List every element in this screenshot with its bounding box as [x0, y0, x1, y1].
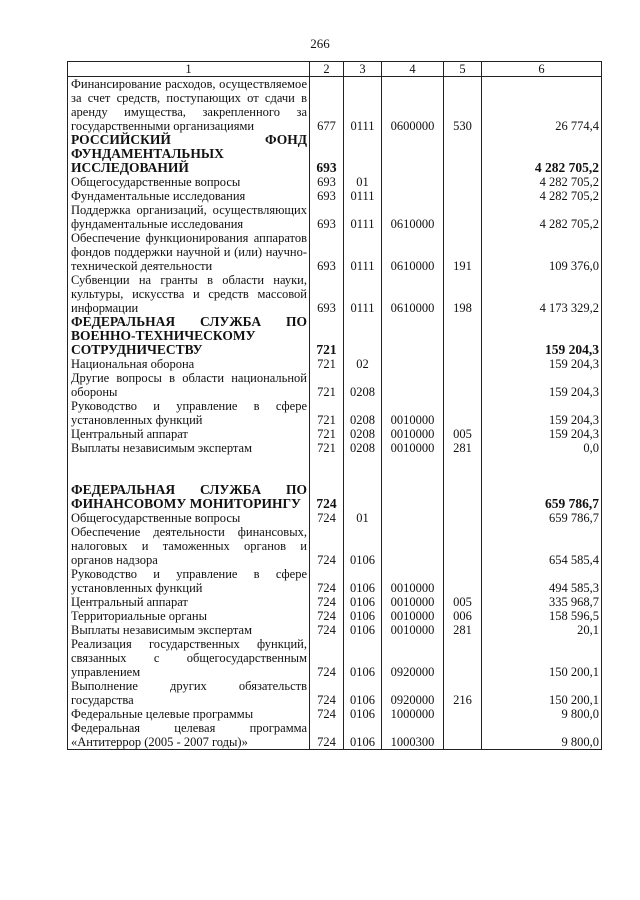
item-name-text: РОССИЙСКИЙ ФОНД ФУНДАМЕНТАЛЬНЫХ ИССЛЕДОВАНИЙ — [71, 132, 307, 175]
expense-type-code-cell — [444, 525, 482, 567]
amount-cell: 659 786,7 — [482, 511, 602, 525]
expense-type-code-cell — [444, 203, 482, 231]
ministry-code-cell: 693 — [310, 203, 344, 231]
item-name-cell — [68, 455, 310, 483]
expense-type-code-cell — [444, 371, 482, 399]
section-code-cell: 0106 — [344, 623, 382, 637]
column-header-1: 1 — [68, 62, 310, 77]
expense-type-code-cell — [444, 399, 482, 427]
item-name-text: Реализация государственных функций, связанных с общегосударственным управлением — [71, 637, 307, 679]
ministry-code-cell: 721 — [310, 371, 344, 399]
section-code-cell: 0111 — [344, 77, 382, 134]
item-name-cell — [68, 399, 310, 427]
expense-type-code-cell — [444, 483, 482, 511]
amount-cell: 26 774,4 — [482, 77, 602, 134]
amount-cell: 20,1 — [482, 623, 602, 637]
target-item-code-cell: 0920000 — [382, 637, 444, 679]
table-row — [68, 231, 602, 273]
expense-type-code-cell — [444, 315, 482, 357]
amount-cell: 4 282 705,2 — [482, 133, 602, 175]
item-name-cell — [68, 637, 310, 679]
expense-type-code-cell: 216 — [444, 679, 482, 707]
ministry-code-cell: 724 — [310, 623, 344, 637]
item-name-cell — [68, 133, 310, 175]
expense-type-code-cell: 281 — [444, 441, 482, 455]
item-name-text: Поддержка организаций, осуществляющих фундаментальные исследования — [71, 203, 307, 231]
target-item-code-cell — [382, 189, 444, 203]
target-item-code-cell: 0010000 — [382, 595, 444, 609]
section-code-cell: 0106 — [344, 707, 382, 721]
target-item-code-cell — [382, 483, 444, 511]
section-code-cell: 0208 — [344, 399, 382, 427]
table-row — [68, 679, 602, 707]
ministry-code-cell: 721 — [310, 357, 344, 371]
item-name-cell — [68, 595, 310, 609]
ministry-code-cell: 721 — [310, 427, 344, 441]
expense-type-code-cell — [444, 175, 482, 189]
table-row — [68, 441, 602, 455]
ministry-code-cell: 721 — [310, 399, 344, 427]
item-name-text: Федеральные целевые программы — [71, 707, 254, 721]
item-name-cell — [68, 371, 310, 399]
table-row — [68, 637, 602, 679]
target-item-code-cell — [382, 525, 444, 567]
ministry-code-cell: 724 — [310, 721, 344, 750]
item-name-text: Выполнение других обязательств государства — [71, 679, 307, 707]
section-code-cell: 0106 — [344, 609, 382, 623]
section-code-cell: 01 — [344, 511, 382, 525]
item-name-text: Другие вопросы в области национальной обороны — [71, 371, 307, 399]
item-name-cell — [68, 427, 310, 441]
table-row — [68, 721, 602, 750]
item-name-text: Субвенции на гранты в области науки, культуры, искусства и средств массовой информации — [71, 273, 307, 315]
item-name-text: Общегосударственные вопросы — [71, 511, 241, 525]
target-item-code-cell: 1000000 — [382, 707, 444, 721]
item-name-text: Руководство и управление в сфере установленных функций — [71, 399, 307, 427]
section-code-cell: 01 — [344, 175, 382, 189]
item-name-cell — [68, 203, 310, 231]
item-name-text: Общегосударственные вопросы — [71, 175, 241, 189]
expense-type-code-cell — [444, 133, 482, 175]
ministry-code-cell: 693 — [310, 231, 344, 273]
ministry-code-cell: 724 — [310, 637, 344, 679]
expense-type-code-cell: 198 — [444, 273, 482, 315]
section-code-cell: 0111 — [344, 273, 382, 315]
section-code-cell: 0111 — [344, 203, 382, 231]
expense-type-code-cell — [444, 637, 482, 679]
table-row — [68, 273, 602, 315]
target-item-code-cell — [382, 511, 444, 525]
expense-type-code-cell: 005 — [444, 427, 482, 441]
target-item-code-cell: 0010000 — [382, 427, 444, 441]
item-name-text: Территориальные органы — [71, 609, 208, 623]
amount-cell: 159 204,3 — [482, 315, 602, 357]
spacer-row — [68, 455, 602, 483]
section-code-cell — [344, 315, 382, 357]
ministry-code-cell: 693 — [310, 133, 344, 175]
section-header-row — [68, 315, 602, 357]
amount-cell: 4 282 705,2 — [482, 203, 602, 231]
amount-cell: 4 282 705,2 — [482, 189, 602, 203]
target-item-code-cell — [382, 315, 444, 357]
section-code-cell: 0106 — [344, 721, 382, 750]
table-row — [68, 427, 602, 441]
item-name-cell — [68, 679, 310, 707]
expense-type-code-cell: 530 — [444, 77, 482, 134]
item-name-cell — [68, 441, 310, 455]
table-row — [68, 623, 602, 637]
item-name-text: Центральный аппарат — [71, 427, 188, 441]
ministry-code-cell: 724 — [310, 525, 344, 567]
item-name-cell — [68, 77, 310, 134]
item-name-cell — [68, 707, 310, 721]
section-code-cell — [344, 483, 382, 511]
amount-cell: 0,0 — [482, 441, 602, 455]
table-row — [68, 371, 602, 399]
ministry-code-cell: 724 — [310, 595, 344, 609]
table-row — [68, 399, 602, 427]
ministry-code-cell: 724 — [310, 679, 344, 707]
amount-cell: 335 968,7 — [482, 595, 602, 609]
expense-type-code-cell — [444, 567, 482, 595]
expense-type-code-cell — [444, 721, 482, 750]
ministry-code-cell: 693 — [310, 273, 344, 315]
amount-cell: 158 596,5 — [482, 609, 602, 623]
target-item-code-cell — [382, 175, 444, 189]
ministry-code-cell: 721 — [310, 315, 344, 357]
item-name-text: Обеспечение деятельности финансовых, налоговых и таможенных органов и органов надзора — [71, 525, 307, 567]
target-item-code-cell — [382, 455, 444, 483]
target-item-code-cell — [382, 357, 444, 371]
column-header-6: 6 — [482, 62, 602, 77]
target-item-code-cell: 0010000 — [382, 567, 444, 595]
amount-cell: 159 204,3 — [482, 427, 602, 441]
item-name-cell — [68, 721, 310, 750]
page-number: 266 — [310, 36, 330, 51]
item-name-cell — [68, 231, 310, 273]
expense-type-code-cell: 005 — [444, 595, 482, 609]
item-name-cell — [68, 623, 310, 637]
item-name-text: Национальная оборона — [71, 357, 195, 371]
target-item-code-cell — [382, 133, 444, 175]
expense-type-code-cell: 281 — [444, 623, 482, 637]
table-row — [68, 567, 602, 595]
item-name-text: Выплаты независимым экспертам — [71, 441, 252, 455]
target-item-code-cell — [382, 371, 444, 399]
expense-type-code-cell — [444, 189, 482, 203]
section-code-cell: 0106 — [344, 567, 382, 595]
section-header-row — [68, 483, 602, 511]
column-header-2: 2 — [310, 62, 344, 77]
section-code-cell: 0106 — [344, 679, 382, 707]
header-row — [68, 62, 602, 77]
item-name-cell — [68, 357, 310, 371]
section-code-cell: 0208 — [344, 441, 382, 455]
table-row — [68, 511, 602, 525]
amount-cell: 109 376,0 — [482, 231, 602, 273]
section-code-cell: 0208 — [344, 371, 382, 399]
target-item-code-cell: 0610000 — [382, 203, 444, 231]
expense-type-code-cell — [444, 707, 482, 721]
section-code-cell — [344, 133, 382, 175]
ministry-code-cell — [310, 455, 344, 483]
amount-cell: 159 204,3 — [482, 357, 602, 371]
amount-cell: 654 585,4 — [482, 525, 602, 567]
expense-type-code-cell: 191 — [444, 231, 482, 273]
item-name-cell — [68, 567, 310, 595]
amount-cell: 4 282 705,2 — [482, 175, 602, 189]
table-row — [68, 609, 602, 623]
item-name-text: Выплаты независимым экспертам — [71, 623, 252, 637]
item-name-text: Руководство и управление в сфере установленных функций — [71, 567, 307, 595]
table-row — [68, 525, 602, 567]
table-row — [68, 189, 602, 203]
section-code-cell: 0208 — [344, 427, 382, 441]
section-header-row — [68, 133, 602, 175]
section-code-cell: 0106 — [344, 595, 382, 609]
ministry-code-cell: 721 — [310, 441, 344, 455]
target-item-code-cell: 0610000 — [382, 273, 444, 315]
section-code-cell: 02 — [344, 357, 382, 371]
amount-cell: 659 786,7 — [482, 483, 602, 511]
item-name-cell — [68, 175, 310, 189]
amount-cell — [482, 455, 602, 483]
item-name-text: ФЕДЕРАЛЬНАЯ СЛУЖБА ПО ВОЕННО-ТЕХНИЧЕСКОМУ СОТРУДНИЧЕСТВУ — [71, 314, 307, 357]
expense-type-code-cell: 006 — [444, 609, 482, 623]
section-code-cell: 0106 — [344, 637, 382, 679]
section-code-cell: 0111 — [344, 189, 382, 203]
item-name-cell — [68, 273, 310, 315]
amount-cell: 159 204,3 — [482, 399, 602, 427]
table-row — [68, 175, 602, 189]
amount-cell: 494 585,3 — [482, 567, 602, 595]
target-item-code-cell: 0920000 — [382, 679, 444, 707]
ministry-code-cell: 677 — [310, 77, 344, 134]
expense-type-code-cell — [444, 455, 482, 483]
table-header — [68, 62, 602, 77]
target-item-code-cell: 0600000 — [382, 77, 444, 134]
table-row — [68, 595, 602, 609]
section-code-cell — [344, 455, 382, 483]
target-item-code-cell: 0610000 — [382, 231, 444, 273]
table-row — [68, 203, 602, 231]
table-row — [68, 707, 602, 721]
item-name-text: ФЕДЕРАЛЬНАЯ СЛУЖБА ПО ФИНАНСОВОМУ МОНИТОРИНГУ — [71, 482, 307, 511]
column-header-5: 5 — [444, 62, 482, 77]
item-name-text: Фундаментальные исследования — [71, 189, 246, 203]
target-item-code-cell: 0010000 — [382, 399, 444, 427]
item-name-cell — [68, 483, 310, 511]
amount-cell: 159 204,3 — [482, 371, 602, 399]
item-name-cell — [68, 315, 310, 357]
target-item-code-cell: 0010000 — [382, 441, 444, 455]
ministry-code-cell: 693 — [310, 175, 344, 189]
item-name-text: Финансирование расходов, осуществляемое за счет средств, поступающих от сдачи в аренду имущества, закрепленного за государственными организациями — [71, 77, 307, 133]
target-item-code-cell: 1000300 — [382, 721, 444, 750]
section-code-cell: 0106 — [344, 525, 382, 567]
table-row — [68, 357, 602, 371]
amount-cell: 9 800,0 — [482, 707, 602, 721]
amount-cell: 150 200,1 — [482, 637, 602, 679]
ministry-code-cell: 724 — [310, 609, 344, 623]
target-item-code-cell: 0010000 — [382, 609, 444, 623]
target-item-code-cell: 0010000 — [382, 623, 444, 637]
ministry-code-cell: 724 — [310, 483, 344, 511]
expense-type-code-cell — [444, 357, 482, 371]
ministry-code-cell: 693 — [310, 189, 344, 203]
item-name-cell — [68, 609, 310, 623]
section-code-cell: 0111 — [344, 231, 382, 273]
table-body — [68, 77, 602, 750]
item-name-text: Обеспечение функционирования аппаратов фондов поддержки научной и (или) научно-технической деятельности — [71, 231, 307, 273]
column-header-4: 4 — [382, 62, 444, 77]
amount-cell: 4 173 329,2 — [482, 273, 602, 315]
item-name-text: Федеральная целевая программа «Антитеррор (2005 - 2007 годы)» — [71, 721, 307, 749]
amount-cell: 150 200,1 — [482, 679, 602, 707]
table-row — [68, 77, 602, 134]
item-name-text: Центральный аппарат — [71, 595, 188, 609]
ministry-code-cell: 724 — [310, 567, 344, 595]
ministry-code-cell: 724 — [310, 511, 344, 525]
item-name-cell — [68, 189, 310, 203]
item-name-cell — [68, 525, 310, 567]
item-name-cell — [68, 511, 310, 525]
budget-table — [67, 61, 602, 750]
ministry-code-cell: 724 — [310, 707, 344, 721]
amount-cell: 9 800,0 — [482, 721, 602, 750]
column-header-3: 3 — [344, 62, 382, 77]
expense-type-code-cell — [444, 511, 482, 525]
